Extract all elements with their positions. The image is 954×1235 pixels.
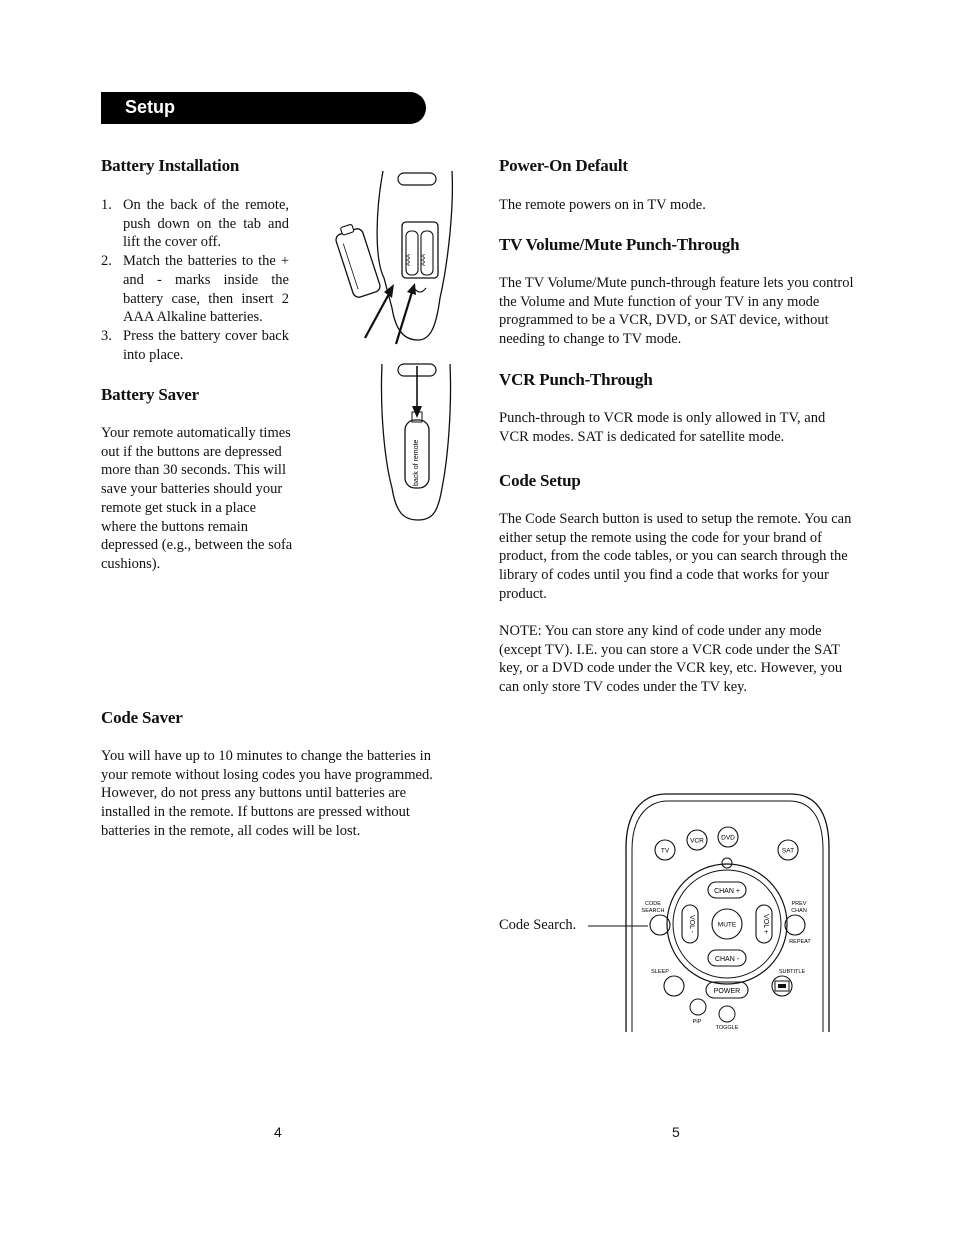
- code-saver-heading: Code Saver: [101, 708, 183, 727]
- step-text: Match the batteries to the + and - marks inside the battery case, then insert 2 AAA Alkaline batteries.: [123, 253, 289, 326]
- sat-button-label: SAT: [781, 847, 795, 855]
- code-setup-note: NOTE: You can store any kind of code under any mode (except TV). I.E. you can store a VCR code under the SAT key, or a DVD code under the VCR key, etc. However, you can only store TV codes under the TV key.: [499, 623, 843, 696]
- step-number: 3.: [101, 327, 112, 344]
- power-label: POWER: [713, 988, 741, 995]
- power-on-text: The remote powers on in TV mode.: [499, 197, 706, 213]
- tv-volume-text: The TV Volume/Mute punch-through feature lets you control the Volume and Mute function of your TV in any mode programmed to be a VCR, DVD, or SAT device, without needing to change to TV mode.: [499, 275, 854, 348]
- tv-volume-heading: TV Volume/Mute Punch-Through: [499, 235, 740, 254]
- code-search-callout: Code Search.: [499, 917, 577, 933]
- dvd-button-label: DVD: [721, 834, 735, 842]
- tv-button-label: TV: [660, 847, 670, 855]
- chan-down-label: CHAN -: [714, 956, 740, 963]
- step-number: 1.: [101, 197, 112, 213]
- list-item: [101, 196, 289, 252]
- battery-saver-text: Your remote automatically times out if the buttons are depressed more than 30 seconds. This will save your batteries should your remote get stuck in a place where the buttons remain depressed (e.g., between the sofa cushions).: [101, 425, 293, 572]
- prev-chan-label: PREV: [791, 901, 807, 907]
- vol-up-label: VOL +: [762, 914, 769, 934]
- section-banner: [101, 92, 426, 124]
- aaa-label: AAA: [421, 253, 427, 266]
- prev-chan-label: CHAN: [791, 908, 807, 914]
- vol-down-label: VOL -: [688, 914, 695, 934]
- step-number: 2.: [101, 253, 112, 270]
- code-setup-text: The Code Search button is used to setup the remote. You can either setup the remote using the code for your brand of product, from the code tables, or you can search through the library of codes until you find a code that works for your product.: [499, 511, 852, 602]
- back-of-remote-label: back of remote: [413, 439, 420, 486]
- code-setup-heading: Code Setup: [499, 471, 581, 490]
- pip-label: PIP: [692, 1019, 702, 1025]
- chan-up-label: CHAN +: [714, 888, 740, 895]
- aaa-label: AAA: [406, 253, 412, 266]
- power-on-heading: Power-On Default: [499, 156, 628, 175]
- list-item: [101, 327, 289, 364]
- step-text: Press the battery cover back into place.: [123, 327, 289, 363]
- vcr-punch-text: Punch-through to VCR mode is only allowed in TV, and VCR modes. SAT is dedicated for satellite mode.: [499, 410, 826, 445]
- battery-installation-illustration: [328, 168, 458, 528]
- vcr-button-label: VCR: [690, 837, 704, 845]
- vcr-punch-heading: VCR Punch-Through: [499, 370, 653, 389]
- remote-front-illustration: [586, 788, 836, 1034]
- mute-label: MUTE: [717, 921, 737, 929]
- page-number-right: 5: [672, 1124, 680, 1140]
- section-title: Setup: [125, 97, 176, 117]
- step-text: On the back of the remote, push down on the tab and lift the cover off.: [123, 197, 289, 251]
- subtitle-label: SUBTITLE: [778, 969, 806, 975]
- code-saver-text: You will have up to 10 minutes to change the batteries in your remote without losing codes you have programmed. However, do not press any buttons until batteries are installed in the remote. If buttons are pressed without batteries in the remote, all codes will be lost.: [101, 748, 433, 839]
- battery-saver-heading: Battery Saver: [101, 385, 199, 404]
- battery-installation-heading: Battery Installation: [101, 156, 240, 175]
- toggle-label: TOGGLE: [715, 1025, 739, 1031]
- sleep-label: SLEEP: [651, 969, 669, 975]
- code-search-label: CODE: [645, 901, 661, 907]
- battery-installation-steps: [101, 196, 289, 364]
- list-item: [101, 252, 289, 327]
- repeat-label: REPEAT: [789, 939, 811, 945]
- code-search-label: SEARCH: [641, 908, 665, 914]
- page-number-left: 4: [274, 1124, 282, 1140]
